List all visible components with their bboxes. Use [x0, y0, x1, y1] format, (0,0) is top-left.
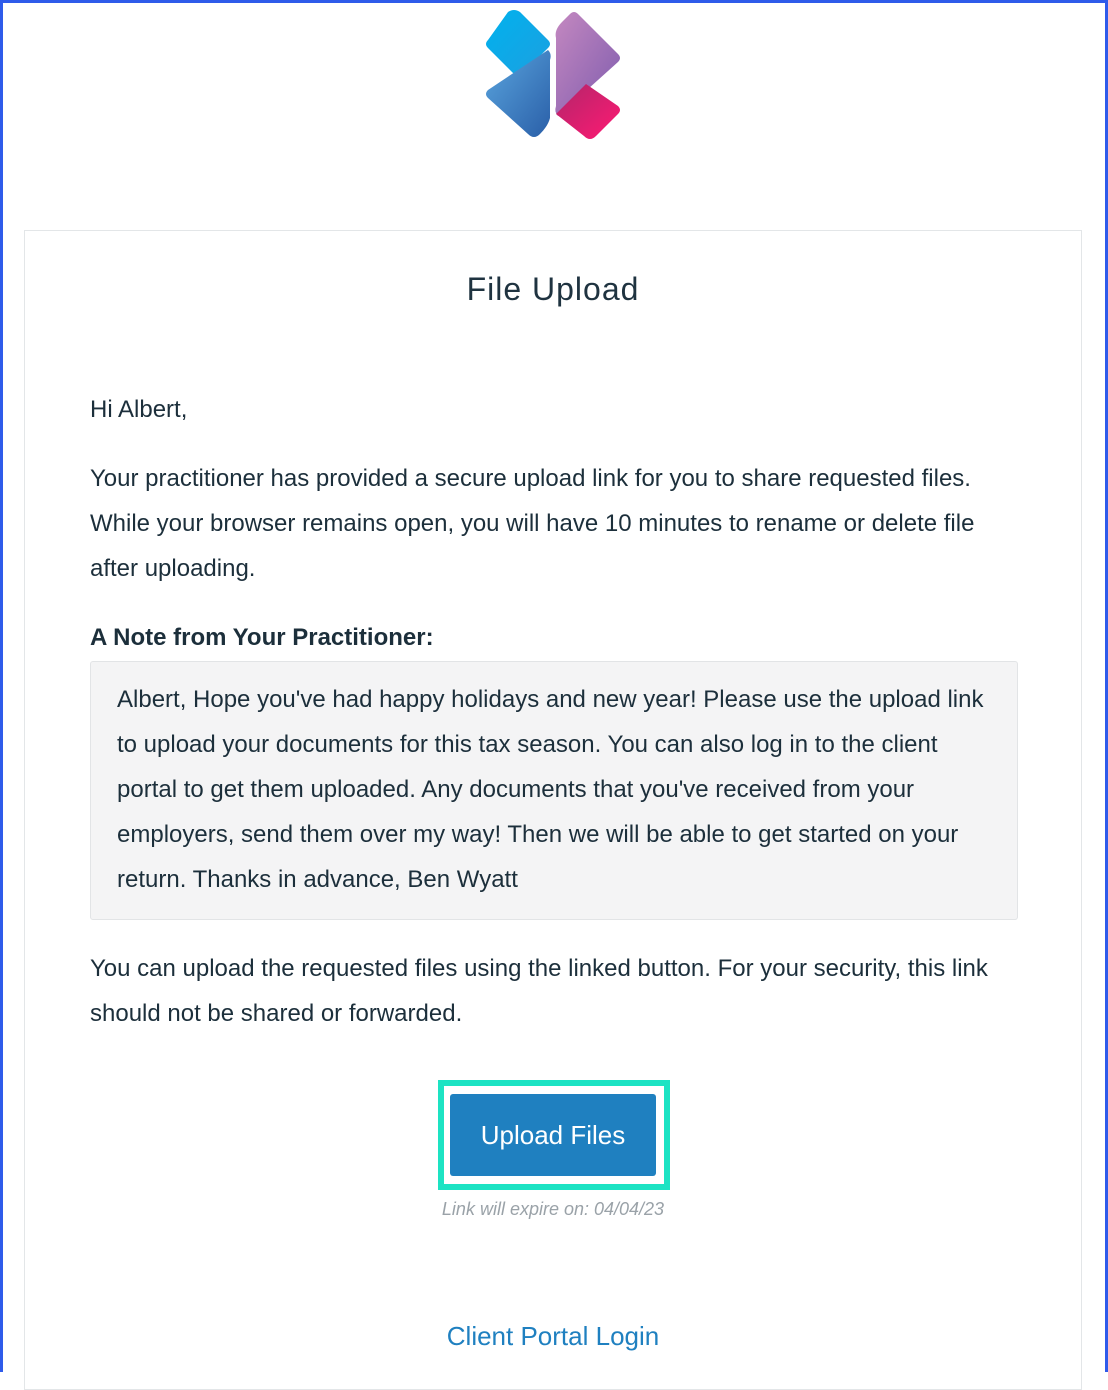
- greeting-text: Hi Albert,: [90, 396, 188, 423]
- email-body: [90, 387, 1018, 1036]
- page-title: File Upload: [466, 271, 640, 307]
- client-portal-login-link[interactable]: Client Portal Login: [446, 1321, 660, 1351]
- email-card: [24, 230, 1082, 1390]
- practitioner-note-text: Albert, Hope you've had happy holidays and new year! Please use the upload link to upload your documents for this tax season. You can also log in to the client portal to get them uploaded. Any documents that you've received from your employers, send them over my way! Then we will be able to get started on your return. Thanks in advance, Ben Wyatt: [117, 686, 984, 893]
- intro-paragraph: Your practitioner has provided a secure upload link for you to share requested files. While your browser remains open, you will have 10 minutes to rename or delete file after uploading.: [90, 465, 975, 582]
- note-heading: A Note from Your Practitioner:: [90, 624, 434, 651]
- link-expiry-text: Link will expire on: 04/04/23: [441, 1199, 665, 1219]
- company-logo-icon: [478, 8, 628, 142]
- instructions-paragraph: You can upload the requested files using the linked button. For your security, this link should not be shared or forwarded.: [90, 955, 988, 1027]
- upload-files-button[interactable]: Upload Files: [450, 1094, 656, 1176]
- practitioner-note-box: [90, 661, 1018, 920]
